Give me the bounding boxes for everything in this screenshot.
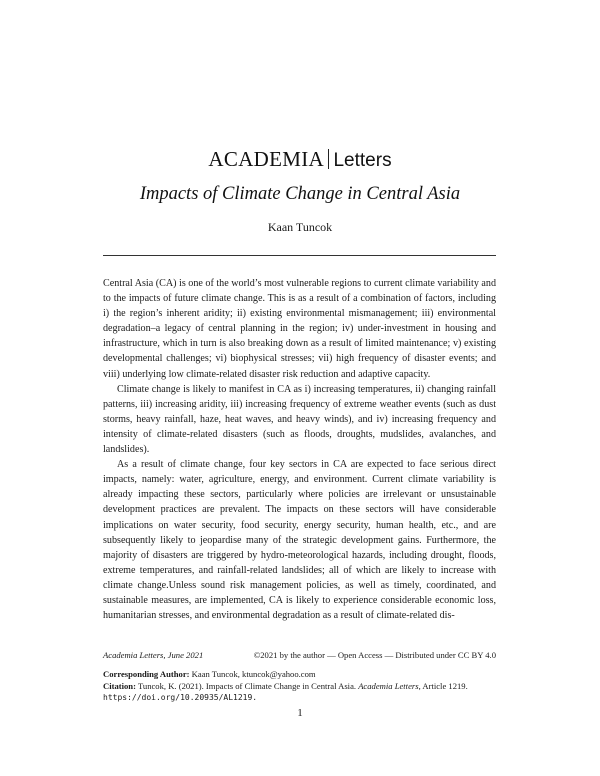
article-body xyxy=(103,276,496,623)
citation-journal: Academia Letters xyxy=(358,680,419,691)
footer-meta-row xyxy=(103,650,496,662)
journal-brand: ACADEMIA xyxy=(208,147,324,171)
footer-issue: Academia Letters, June 2021 xyxy=(103,650,204,660)
page-footer xyxy=(103,650,496,704)
header-rule xyxy=(103,255,496,256)
citation-line xyxy=(103,681,496,693)
citation-text: Tuncok, K. (2021). Impacts of Climate Change in Central Asia. xyxy=(137,680,357,691)
page-number: 1 xyxy=(297,707,303,719)
article-title: Impacts of Climate Change in Central Asia xyxy=(139,184,461,204)
body-paragraph: Climate change is likely to manifest in CA as i) increasing temperatures, ii) changing rainfall patterns, iii) increasing aridity, iii) increasing frequency of extreme weather events (such as dust storms, heavy rainfall, haze, heat waves, and heavy winds), and iv) increasing frequency and intensity of climate-related disasters (such as floods, droughts, mudslides, avalanches, and landslides). xyxy=(103,383,496,456)
footer-license: ©2021 by the author — Open Access — Distributed under CC BY 4.0 xyxy=(253,650,496,660)
citation-label: Citation: xyxy=(103,680,136,691)
journal-section: Letters xyxy=(333,150,392,171)
corresponding-author-value: Kaan Tuncok, ktuncok@yahoo.com xyxy=(191,668,316,679)
body-paragraph: Central Asia (CA) is one of the world’s most vulnerable regions to current climate variability and to the impacts of future climate change. This is as a result of a combination of factors, including i) the region’s inherent aridity; ii) existing environmental mismanagement; iii) environmental degradation–a legacy of central planning in the region; iv) under-investment in housing and infrastructure, which in turn is also breaking down as a result of limited maintenance; v) existing developmental challenges; vi) biophysical stresses; vii) high frequency of disaster events; and viii) underlying low climate-related disaster risk reduction and adaptive capacity. xyxy=(103,278,496,380)
citation-article: , Article 1219. xyxy=(418,680,468,691)
corresponding-author-label: Corresponding Author: xyxy=(103,668,190,679)
doi-link[interactable]: https://doi.org/10.20935/AL1219. xyxy=(103,693,258,703)
masthead-divider xyxy=(328,149,330,169)
body-paragraph: As a result of climate change, four key sectors in CA are expected to face serious direct impacts, namely: water, agriculture, energy, and environment. Current climate variability is already impacting these sectors, particularly where policies are irrelevant or unsustainable development practices are prevalent. The impacts on these sectors will have considerable implications on water security, food security, energy security, human health, etc., and are subsequently likely to jeopardise many of the strategic development gains. Furthermore, the majority of disasters are triggered by hydro-meteorological hazards, including drought, floods, extreme temperatures, and rainfall-related landslides; all of which are likely to increase with climate change.Unless sound risk management policies, as well as timely, coordinated, and sustainable measures, are implemented, CA is likely to experience considerable economic loss, humanitarian stresses, and environmental degradation as a result of climate-related dis- xyxy=(103,459,496,622)
article-author: Kaan Tuncok xyxy=(267,220,333,234)
journal-masthead xyxy=(0,145,600,175)
corresponding-author-line xyxy=(103,669,496,681)
